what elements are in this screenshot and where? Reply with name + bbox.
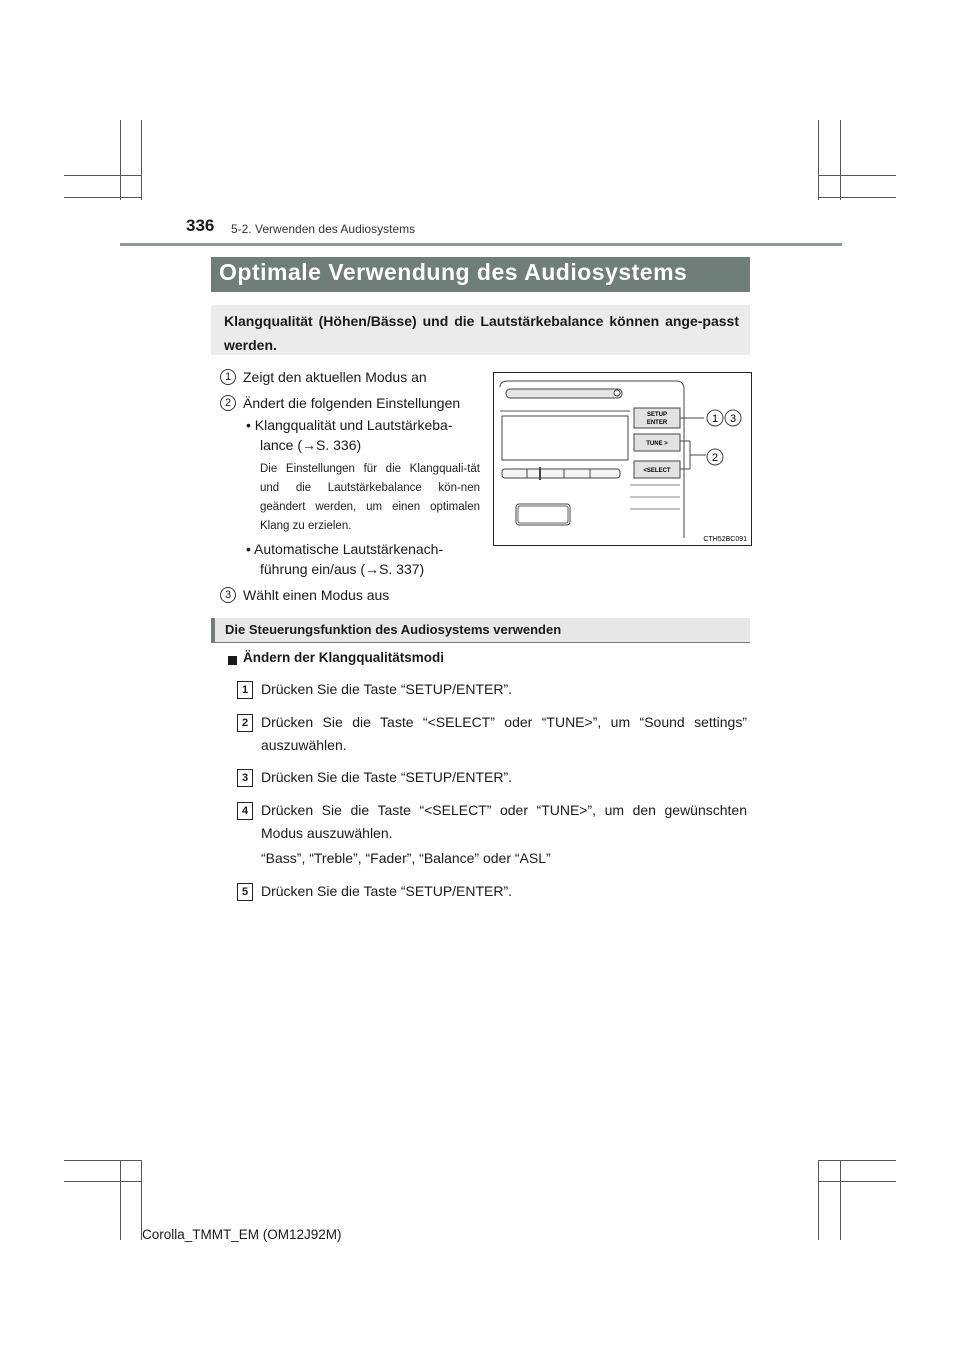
step-number-3: 3 (237, 769, 253, 787)
figure-enter-label: ENTER (646, 420, 668, 426)
crop-mark (840, 120, 841, 200)
callout-2-sub1-line2: lance (→S. 336) (260, 437, 362, 453)
audio-panel-figure (493, 372, 752, 546)
callout-number-2: 2 (220, 395, 236, 411)
section-reference: 5-2. Verwenden des Audiosystems (231, 222, 416, 236)
callout-text-1: Zeigt den aktuellen Modus an (243, 369, 427, 385)
callout-2-sub2-line1: • Automatische Lautstärkenach- (246, 541, 444, 557)
callout-2-note: Die Einstellungen für die Klangquali-tät und die Lautstärkebalance kön-nen geändert werden, um einen optimalen Klang zu erzielen. (260, 463, 480, 532)
crop-mark (818, 1160, 896, 1161)
crop-mark (64, 1160, 142, 1161)
crop-mark (64, 197, 142, 198)
step-text-1: Drücken Sie die Taste “SETUP/ENTER”. (261, 681, 513, 697)
figure-label-2: 2 (711, 452, 719, 464)
intro-box (211, 305, 750, 355)
crop-mark (64, 175, 142, 176)
crop-mark (120, 1160, 121, 1240)
callout-2-sub2-line2: führung ein/aus (→S. 337) (260, 561, 425, 577)
figure-tune-label: TUNE > (646, 441, 668, 447)
callout-text-2: Ändert die folgenden Einstellungen (243, 395, 461, 411)
footer-document-id: Corolla_TMMT_EM (OM12J92M) (142, 1227, 342, 1242)
figure-label-3: 3 (729, 413, 737, 425)
step-text-4: Drücken Sie die Taste “<SELECT” oder “TUNE>”, um den gewünschten Modus auszuwählen. (261, 802, 747, 841)
crop-mark (818, 120, 819, 200)
crop-mark (818, 1160, 819, 1240)
crop-mark (818, 197, 896, 198)
step-number-4: 4 (237, 802, 253, 820)
step-number-1: 1 (237, 681, 253, 699)
step-4-options: “Bass”, “Treble”, “Fader”, “Balance” oder “ASL” (261, 850, 551, 866)
intro-text: Klangqualität (Höhen/Bässe) und die Lautstärkebalance können ange-passt werden. (224, 313, 739, 353)
step-text-5: Drücken Sie die Taste “SETUP/ENTER”. (261, 883, 513, 899)
step-number-5: 5 (237, 883, 253, 901)
bullet-square-icon (228, 656, 237, 665)
crop-mark (840, 1160, 841, 1240)
crop-mark (120, 120, 121, 200)
callout-number-3: 3 (220, 587, 236, 603)
page-number: 336 (186, 216, 215, 235)
callout-number-1: 1 (220, 369, 236, 385)
audio-panel-illustration (494, 373, 751, 545)
callout-text-3: Wählt einen Modus aus (243, 587, 390, 603)
page-title-bar (211, 257, 750, 292)
subheading-text: Die Steuerungsfunktion des Audiosystems verwenden (225, 622, 562, 637)
figure-code: CTH52BC091 (703, 536, 747, 543)
crop-mark (64, 1181, 142, 1182)
step-text-2: Drücken Sie die Taste “<SELECT” oder “TUNE>”, um “Sound settings” auszuwählen. (261, 714, 747, 753)
subheading-bar (211, 618, 750, 643)
crop-mark (141, 120, 142, 200)
figure-label-1: 1 (711, 413, 719, 425)
callout-2-sub1-line1: • Klangqualität und Lautstärkeba- (246, 417, 453, 433)
header-rule (120, 243, 842, 246)
figure-select-label: <SELECT (643, 468, 671, 474)
crop-mark (818, 175, 896, 176)
subheading-accent (211, 618, 215, 642)
page-title: Optimale Verwendung des Audiosystems (219, 259, 688, 285)
crop-mark (818, 1181, 896, 1182)
step-number-2: 2 (237, 714, 253, 732)
figure-setup-label: SETUP (646, 412, 668, 418)
procedure-heading: Ändern der Klangqualitätsmodi (243, 650, 445, 665)
step-text-3: Drücken Sie die Taste “SETUP/ENTER”. (261, 769, 513, 785)
